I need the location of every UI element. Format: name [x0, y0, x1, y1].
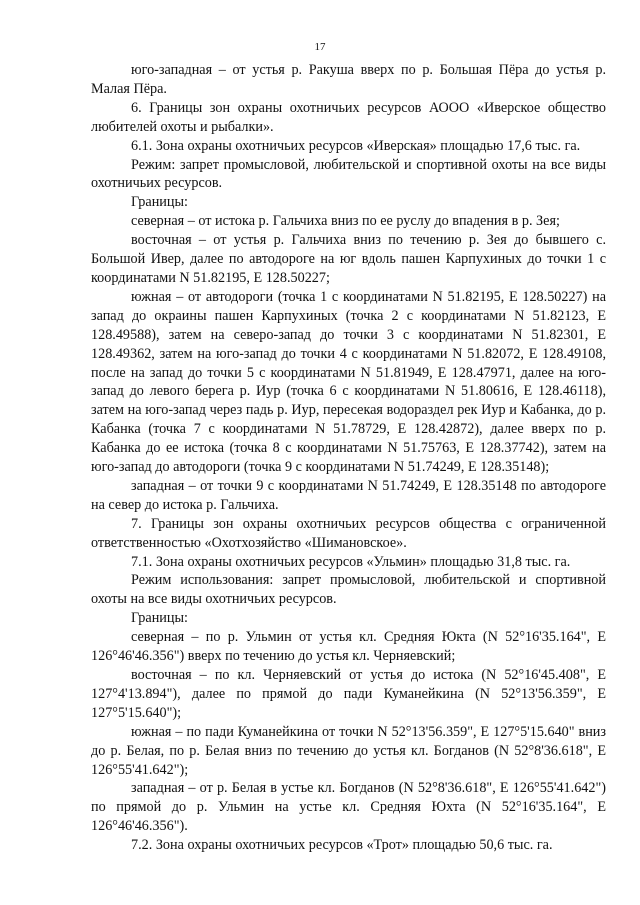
section-heading: 7. Границы зон охраны охотничьих ресурсов общества с ограниченной ответственностью «Охотхозяйство «Шимановское». [91, 515, 606, 551]
document-body [91, 61, 606, 855]
paragraph: юго-западная – от устья р. Ракуша вверх по р. Большая Пёра до устья р. Малая Пёра. [91, 62, 606, 97]
boundary-west: западная – от р. Белая в устье кл. Богданов (N 52°8'36.618", E 126°55'41.642") по прямой до р. Ульмин на устье кл. Средняя Юхта (N 52°16'35.164", E 126°46'46.356"). [91, 780, 606, 835]
page-number: 17 [314, 41, 326, 53]
regime-text: Режим: запрет промысловой, любительской и спортивной охоты на все виды охотничьих ресурсов. [91, 156, 606, 192]
regime-text: Режим использования: запрет промысловой, любительской и спортивной охоты на все виды охотничьих ресурсов. [91, 572, 606, 608]
boundary-south: южная – от автодороги (точка 1 с координатами N 51.82195, E 128.50227) на запад до окраины пашен Карпухиных (точка 2 с координатами N 51.82123, E 128.49588), затем на северо-запад до точки 3 с координатами N 51.82301, E 128.49362, затем на юго-запад до точки 4 с координатами N 51.82072, E 128.49108, после на запад до точки 5 с координатами N 51.81949, E 128.47971, далее на юго-запад до левого берега р. Иур (точка 6 с координатами N 51.80616, E 128.46118), затем на юго-запад через падь р. Иур, пересекая водораздел рек Иур и Кабанка, до р. Кабанка (точка 7 с координатами N 51.78729, E 128.42872), далее вверх по р. Кабанка до ее истока (точка 8 с координатами N 51.75763, E 128.37742), затем на юго-запад до автодороги (точка 9 с координатами N 51.74249, E 128.35148); [91, 288, 606, 476]
boundary-south: южная – по пади Куманейкина от точки N 52°13'56.359", E 127°5'15.640" вниз до р. Белая, по р. Белая вниз по течению до устья кл. Богданов (N 52°8'36.618", E 126°55'41.642"); [91, 723, 606, 778]
subsection-heading: 6.1. Зона охраны охотничьих ресурсов «Иверская» площадью 17,6 тыс. га. [131, 137, 581, 154]
subsection-heading: 7.2. Зона охраны охотничьих ресурсов «Трот» площадью 50,6 тыс. га. [131, 837, 553, 854]
subsection-heading: 7.1. Зона охраны охотничьих ресурсов «Ульмин» площадью 31,8 тыс. га. [131, 553, 571, 570]
boundary-east: восточная – от устья р. Гальчиха вниз по течению р. Зея до бывшего с. Большой Ивер, далее по автодороге на юг вдоль пашен Карпухиных до точки 1 с координатами N 51.82195, E 128.50227; [91, 232, 606, 286]
boundaries-label: Границы: [131, 610, 188, 627]
boundary-east: восточная – по кл. Черняевский от устья до истока (N 52°16'45.408", E 127°4'13.894"), далее по прямой до пади Куманейкина (N 52°13'56.359", E 127°5'15.640"); [91, 667, 606, 721]
boundary-north: северная – от истока р. Гальчиха вниз по ее руслу до впадения в р. Зея; [131, 213, 560, 230]
boundary-west: западная – от точки 9 с координатами N 51.74249, E 128.35148 по автодороге на север до истока р. Гальчиха. [91, 477, 606, 513]
boundary-north: северная – по р. Ульмин от устья кл. Средняя Юкта (N 52°16'35.164", E 126°46'46.356") вверх по течению до устья кл. Черняевский; [91, 629, 606, 665]
section-heading: 6. Границы зон охраны охотничьих ресурсов АОOO «Иверское общество любителей охоты и рыбалки». [91, 99, 606, 135]
boundaries-label: Границы: [131, 194, 188, 211]
